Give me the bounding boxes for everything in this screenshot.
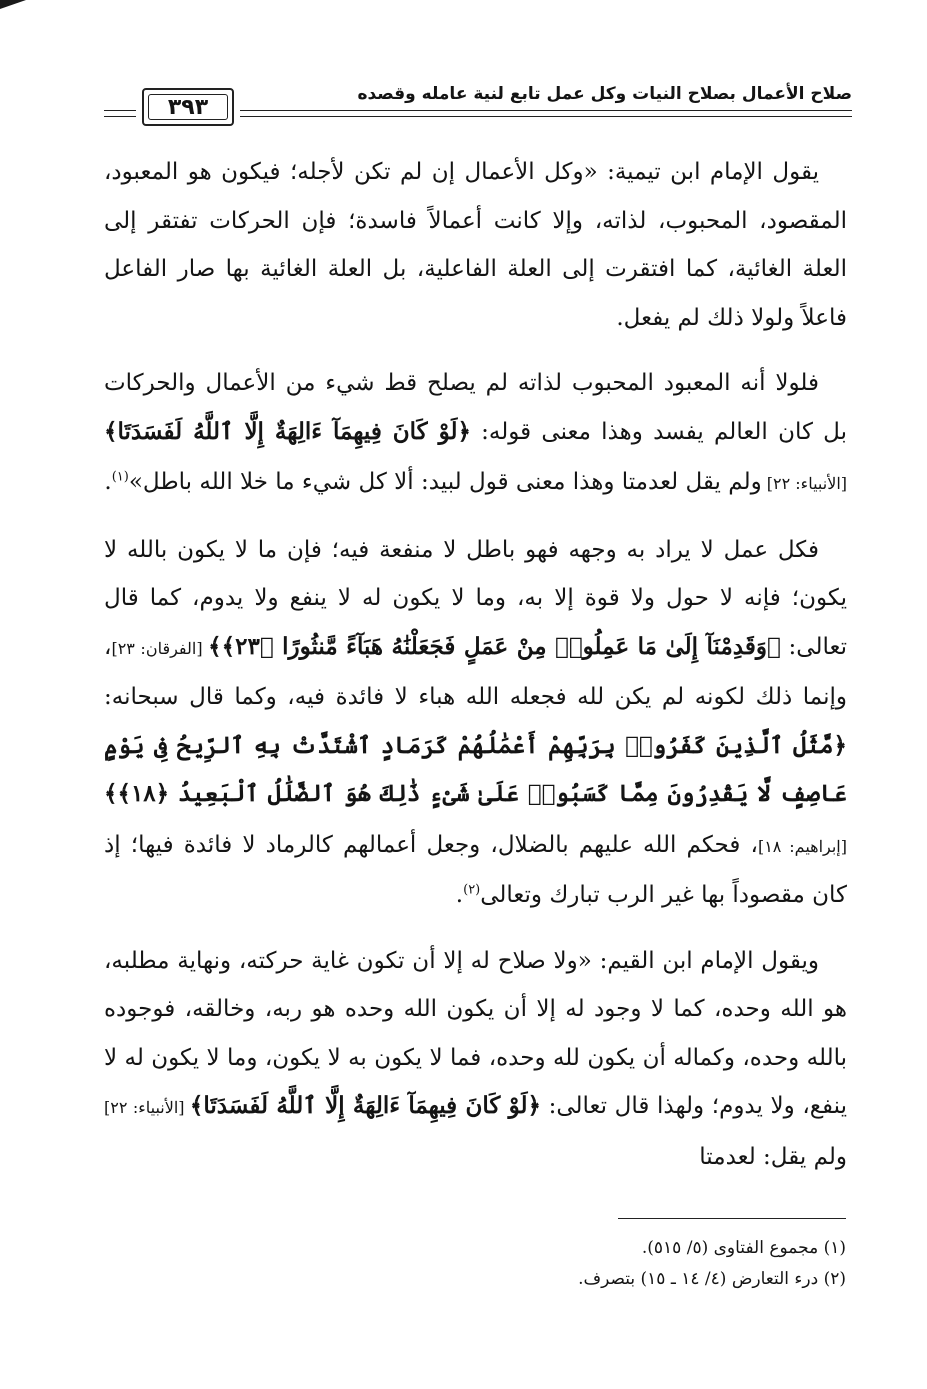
footnotes (300, 1233, 846, 1295)
header-rule (240, 110, 852, 111)
header-rule-left (104, 116, 136, 117)
paragraph (104, 526, 847, 920)
footnote: (٢) درء التعارض (٤/ ١٤ ـ ١٥) بتصرف. (578, 1269, 846, 1289)
paragraph (104, 359, 847, 509)
header-rule (240, 116, 852, 117)
footnote-marker: (٢) (463, 882, 481, 898)
paragraph-text: . (455, 882, 464, 908)
page-corner-mark (0, 0, 26, 9)
paragraph-text: ولم يقل لعدمتا وهذا معنى قول لبيد: ألا كل شيء ما خلا الله باطل» (128, 469, 762, 495)
page-number-frame (142, 88, 234, 126)
paragraph-text: ولم يقل: لعدمتا (699, 1143, 847, 1170)
quran-verse: ﴿لَوْ كَانَ فِيهِمَآ ءَالِهَةٌ إِلَّا ٱللَّهُ لَفَسَدَتَا﴾ (189, 1092, 542, 1119)
verse-reference: [الأنبياء: ٢٢] (761, 474, 847, 493)
paragraph-text: . (104, 469, 112, 495)
verse-reference: [الفرقان: ٢٣] (111, 638, 209, 658)
verse-reference: [الأنبياء: ٢٢] (104, 1098, 190, 1117)
quran-verse: ﴿لَوْ كَانَ فِيهِمَآ ءَالِهَةٌ إِلَّا ٱللَّهُ لَفَسَدَتَا﴾ (104, 417, 471, 445)
verse-reference: [إبراهيم: ١٨] (757, 836, 847, 856)
header-rule-left (104, 110, 136, 111)
paragraph-text: ويقول الإمام ابن القيم: «ولا صلاح له إلا أن تكون غاية حركته، ونهاية مطلبه، هو الله وحده، كما لا وجود له إلا أن يكون الله وحده هو ربه، وخالقه، فوجوده بالله وحده، وكماله أن يكون لله وحده، فما لا يكون به لا يكون، وما لا يكون له لا ينفع، ولا يدوم؛ ولهذا قال تعالى: (104, 947, 847, 1119)
page-number: ٣٩٣ (167, 94, 209, 120)
paragraph (104, 937, 847, 1182)
quran-verse: ﴿وَقَدِمْنَآ إِلَىٰ مَا عَمِلُوا۟ مِنْ عَمَلٍ فَجَعَلْنَٰهُ هَبَآءً مَّنثُورًا ﴿٢٣﴾﴾ (208, 632, 781, 660)
footnote-separator (618, 1218, 846, 1219)
paragraph-text: ، فحكم الله عليهم بالضلال، وجعل أعمالهم كالرماد لا فائدة فيها؛ إذ كان مقصوداً بها غير الرب تبارك وتعالى (104, 831, 847, 908)
paragraph-text: فكل عمل لا يراد به وجهه فهو باطل لا منفعة فيه؛ فإن ما لا يكون بالله لا يكون؛ فإنه لا حول ولا قوة إلا به، وما لا يكون له لا ينفع ولا يدوم، كما قال تعالى: (104, 536, 847, 660)
paragraph-text: فلولا أنه المعبود المحبوب لذاته لم يصلح قط شيء من الأعمال والحركات بل كان العالم يفسد وهذا معنى قوله: (104, 370, 847, 445)
footnote: (١) مجموع الفتاوى (٥/ ٥١٥). (641, 1238, 846, 1258)
footnote-marker: (١) (111, 469, 129, 485)
running-title: صلاح الأعمال بصلاح النيات وكل عمل تابع لنية عامله وقصده (357, 84, 852, 104)
quran-verse: ﴿مَّثَلُ ٱلَّذِينَ كَفَرُوا۟ بِرَبِّهِمْ أَعْمَٰلُهُمْ كَرَمَادٍ ٱشْتَدَّتْ بِهِ ٱلرِّيحُ فِى يَوْمٍ عَاصِفٍ لَّا يَقْدِرُونَ مِمَّا كَسَبُوا۟ عَلَىٰ شَىْءٍ ذَٰلِكَ هُوَ ٱلضَّلَٰلُ ٱلْبَعِيدُ ﴿١٨﴾﴾ (104, 731, 847, 807)
running-header (104, 78, 852, 128)
paragraph-text: ، وإنما ذلك لكونه لم يكن لله فجعله الله هباء لا فائدة فيه، وكما قال سبحانه: (104, 633, 847, 710)
paragraph (104, 148, 847, 342)
main-text (104, 148, 847, 1198)
paragraph-text: يقول الإمام ابن تيمية: «وكل الأعمال إن لم تكن لأجله؛ فيكون هو المعبود، المقصود، المحبوب، لذاته، وإلا كانت أعمالاً فاسدة؛ فإن الحركات تفتقر إلى العلة الغائية، كما افتقرت إلى العلة الفاعلية، بل العلة الغائية بها صار الفاعل فاعلاً ولولا ذلك لم يفعل. (104, 159, 847, 331)
